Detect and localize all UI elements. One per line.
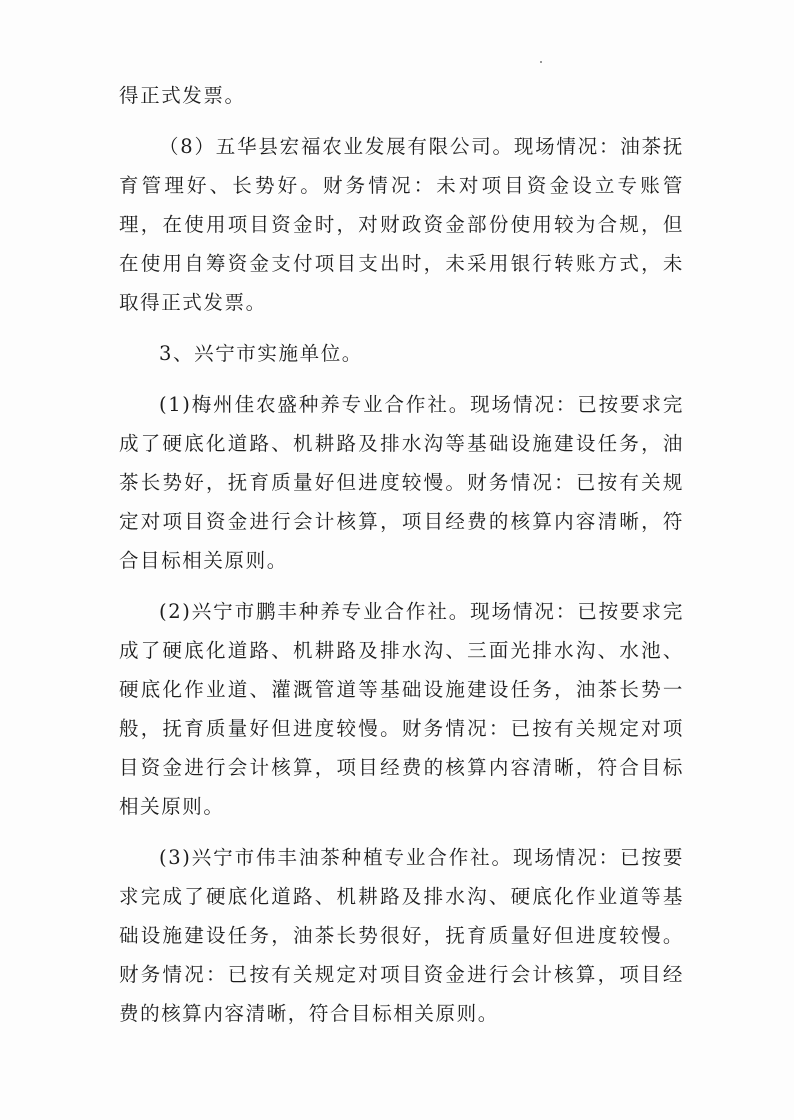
paragraph-item-1-jianongsheng: (1)梅州佳农盛种养专业合作社。现场情况：已按要求完成了硬底化道路、机耕路及排水沟等基础设施建设任务，油茶长势好，抚育质量好但进度较慢。财务情况：已按有关规定对项目资金进行会计核算，项目经费的核算内容清晰，符合目标相关原则。 [119,393,684,572]
paragraph-item-8-wuhua-hongfu: （8）五华县宏福农业发展有限公司。现场情况：油茶抚育管理好、长势好。财务情况：未对项目资金设立专账管理，在使用项目资金时，对财政资金部份使用较为合规，但在使用自筹资金支付项目支出时，未采用银行转账方式，未取得正式发票。 [119,135,684,314]
section-heading-xingning: 3、兴宁市实施单位。 [159,342,363,365]
paragraph-continuation: 得正式发票。 [119,84,246,107]
paragraph-item-2-pengfeng: (2)兴宁市鹏丰种养专业合作社。现场情况：已按要求完成了硬底化道路、机耕路及排水沟、三面光排水沟、水池、硬底化作业道、灌溉管道等基础设施建设任务，油茶长势一般，抚育质量好但进度较慢。财务情况：已按有关规定对项目资金进行会计核算，项目经费的核算内容清晰，符合目标相关原则。 [119,600,684,818]
scan-speck [540,61,542,63]
document-body [119,76,684,1045]
paragraph-item-3-weifeng: (3)兴宁市伟丰油茶种植专业合作社。现场情况：已按要求完成了硬底化道路、机耕路及排水沟、硬底化作业道等基础设施建设任务，油茶长势很好，抚育质量好但进度较慢。财务情况：已按有关规定对项目资金进行会计核算，项目经费的核算内容清晰，符合目标相关原则。 [119,846,684,1025]
